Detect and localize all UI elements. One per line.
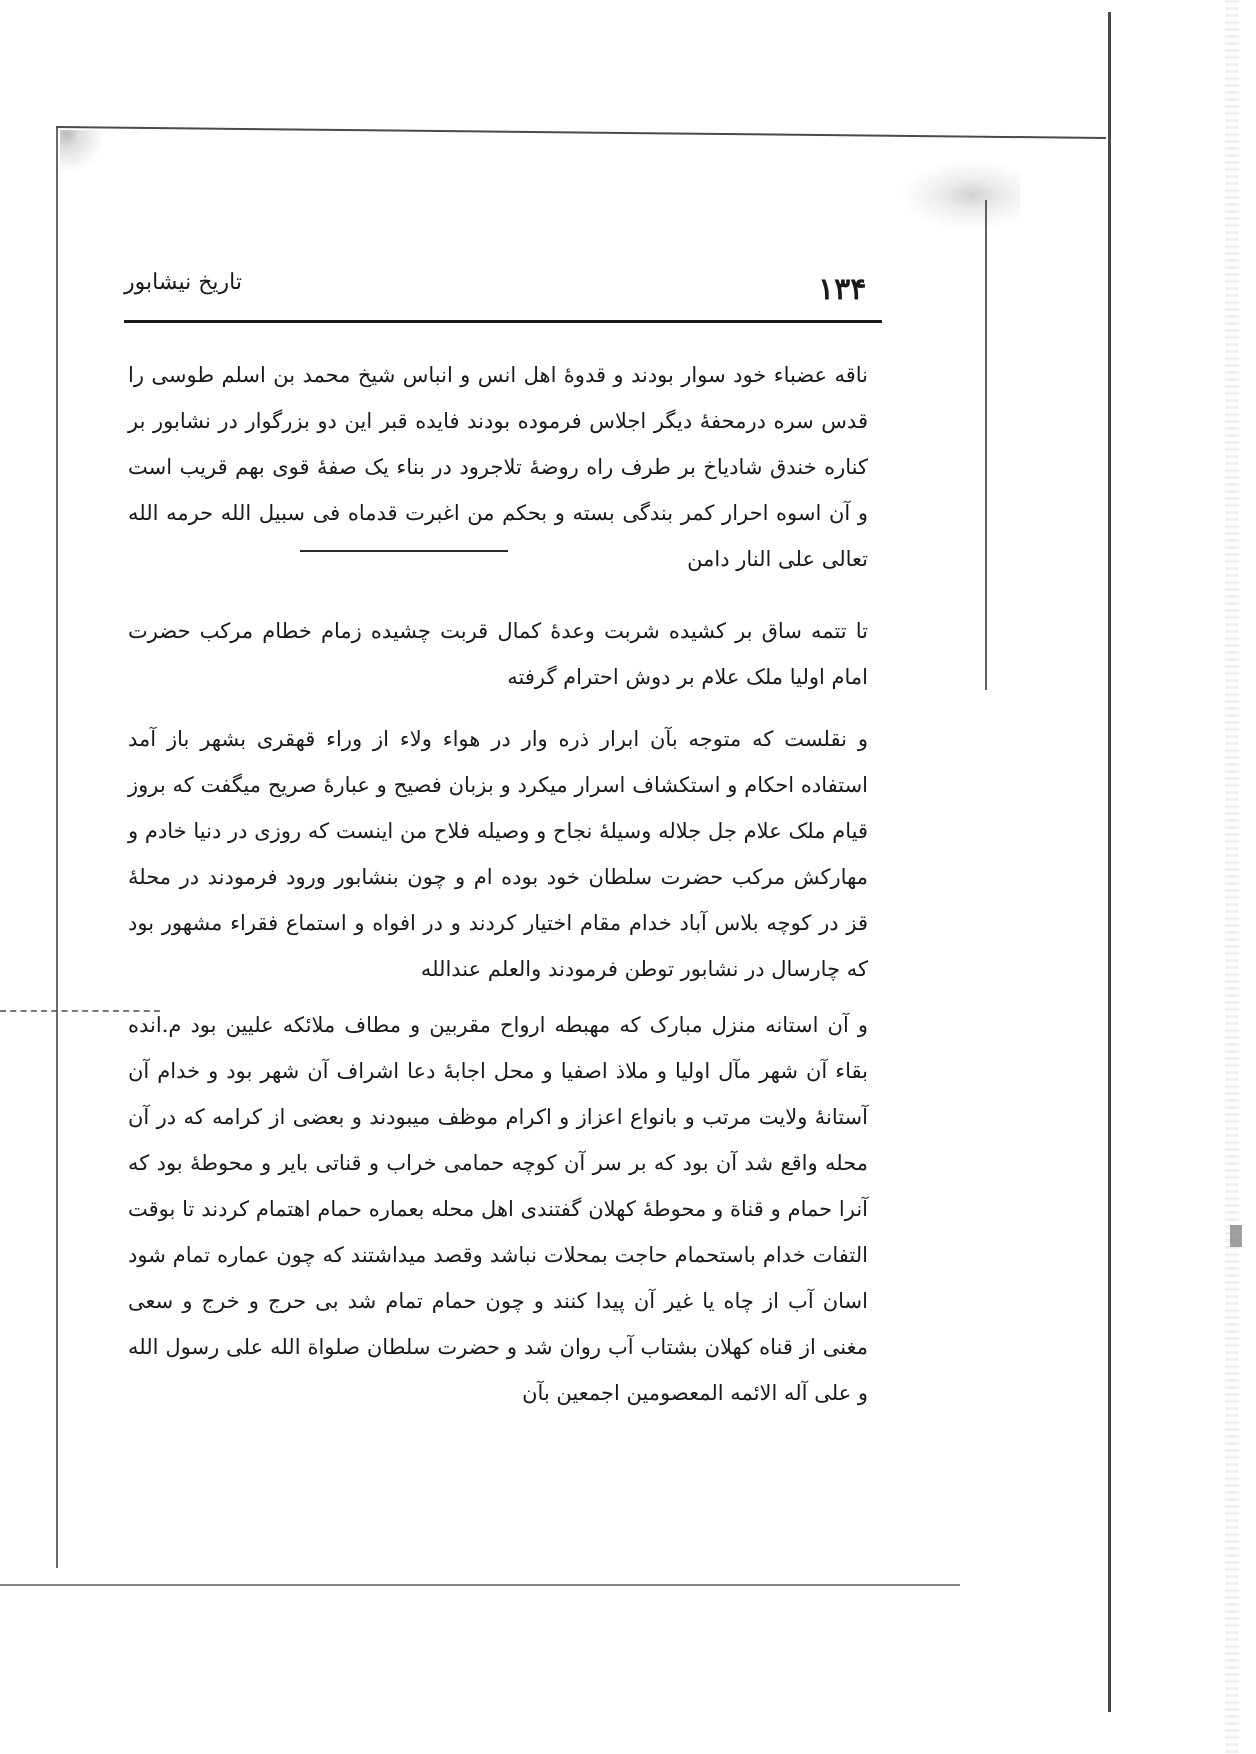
- paragraph: تا تتمه ساق بر کشیده شربت وعدهٔ کمال قربت چشیده زمام خطام مرکب حضرت امام اولیا ملک علام بر دوش احترام گرفته: [128, 619, 868, 689]
- paragraph: و آن استانه منزل مبارک که مهبطه ارواح مقربین و مطاف ملائکه علیین بود م.انده بقاء آن شهر مآل اولیا و ملاذ اصفیا و محل اجابهٔ دعا اشراف آن شهر بود و خدام آن آستانهٔ ولایت مرتب و بانواع اعزاز و اکرام موظف میبودند و بعضی از کرامه که در آن محله واقع شد آن بود که بر سر آن کوچه حمامی خراب و قناتی بایر و محوطهٔ بود که آنرا حمام و قناة و محوطهٔ کهلان گفتندی اهل محله بعماره حمام اهتمام کردند تا بوقت التفات خدام باستحمام حاجت بمحلات نباشد وقصد میداشتند که چون عماره تمام شود اسان آب از چاه یا غیر آن پیدا کنند و چون حمام تمام شد بی حرج و خرج و سعی مغنی از قناه کهلان بشتاب آب روان شد و حضرت سلطان صلواة الله علی رسول الله و علی آله الائمه المعصومین اجمعین بآن: [128, 1013, 868, 1405]
- page-number: ۱۳۴: [818, 272, 867, 307]
- scan-noise-corner: [60, 130, 120, 170]
- page-body: [128, 352, 868, 1416]
- running-header-title: تاریخ نیشابور: [124, 270, 242, 295]
- scan-edge-mark: [1230, 1225, 1242, 1247]
- scan-edge-strip: [1225, 0, 1239, 1754]
- photocopy-frame-inner: [985, 200, 987, 690]
- photocopy-frame-right: [1108, 12, 1111, 1712]
- scan-noise-top-right: [900, 160, 1020, 230]
- photocopy-frame-left: [56, 128, 58, 1568]
- photocopy-frame-bottom: [0, 1584, 960, 1586]
- paragraph: و نقلست که متوجه بآن ابرار ذره وار در هواء ولاء از وراء قهقری بشهر باز آمد استفاده احکام و استکشاف اسرار میکرد و بزبان فصیح و عبارهٔ صریح میگفت که بروز قیام ملک علام جل جلاله وسیلهٔ نجاح و وصیله فلاح من اینست که روزی در دنیا خادم و مهارکش مرکب حضرت سلطان خود بوده ام و چون بنشابور ورود فرمودند در محلهٔ قز در کوچه بلاس آباد خدام مقام اختیار کردند و در افواه و استماع فقراء مشهور بود که چارسال در نشابور توطن فرمودند والعلم عندالله: [128, 727, 868, 981]
- paragraph: ناقه عضباء خود سوار بودند و قدوهٔ اهل انس و انباس شیخ محمد بن اسلم طوسی را قدس سره درمحفهٔ دیگر اجلاس فرموده بودند فایده قبر این دو بزرگوار در نشابور بر کناره خندق شادیاخ بر طرف راه روضهٔ تلاجرود در بناء یک صفهٔ قوی بهم قریب است و آن اسوه احرار کمر بندگی بسته و بحکم من اغبرت قدماه فی سبیل الله حرمه الله تعالی علی النار دامن: [128, 363, 868, 571]
- photocopy-frame-top: [56, 126, 1106, 139]
- header-rule: [124, 320, 882, 323]
